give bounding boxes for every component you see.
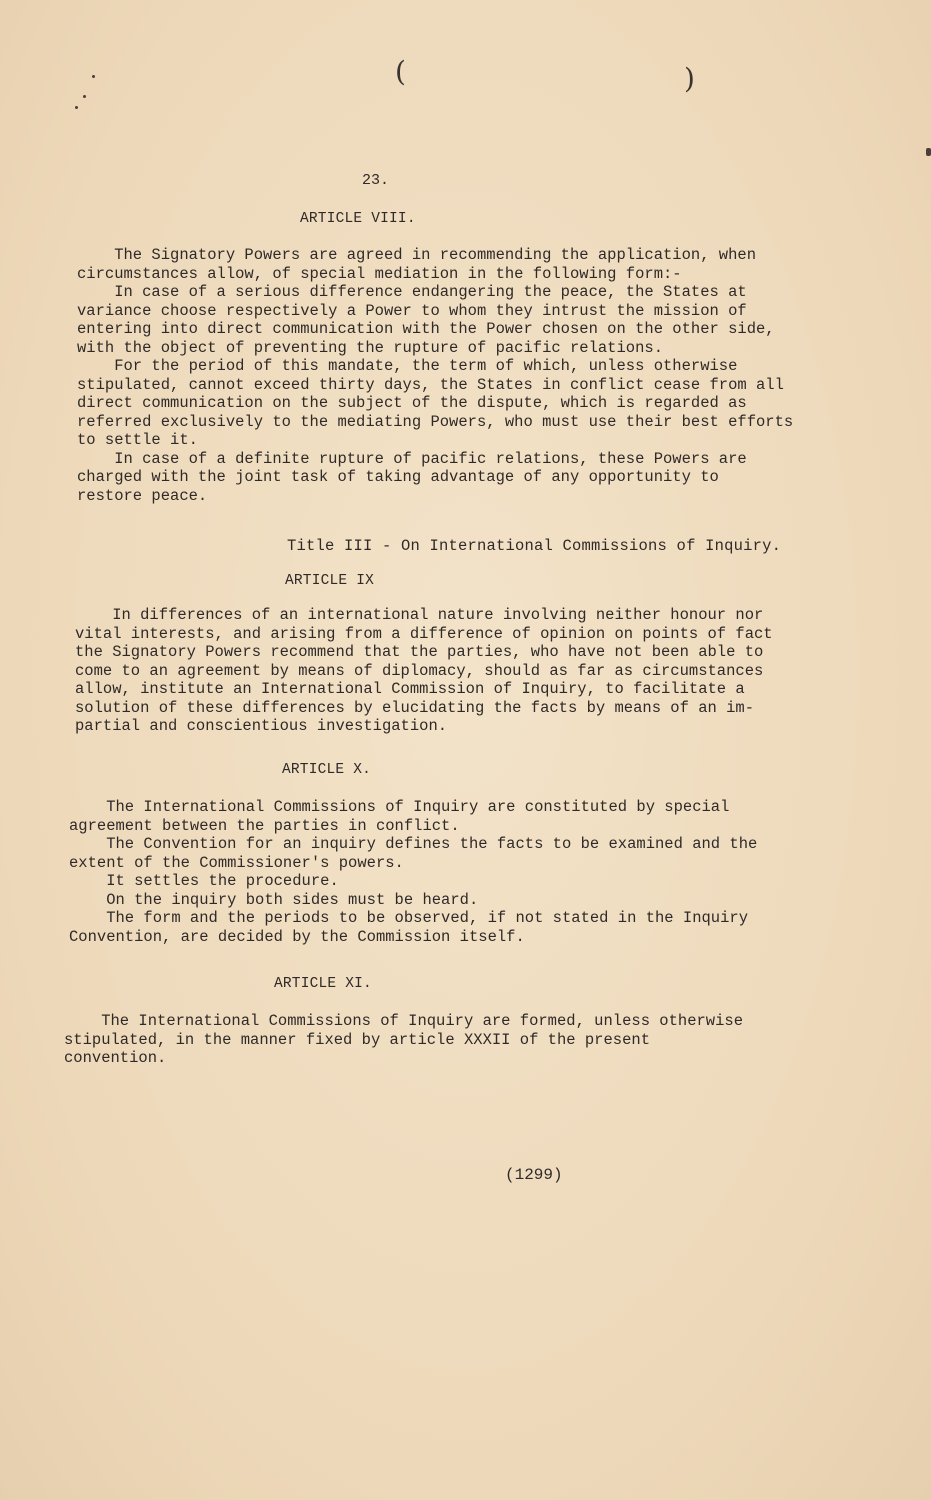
text-line: In differences of an international nature involving neither honour nor: [75, 606, 764, 624]
text-line: charged with the joint task of taking advantage of any opportunity to: [77, 468, 719, 486]
text-line: For the period of this mandate, the term of which, unless otherwise: [77, 357, 738, 375]
text-line: It settles the procedure.: [69, 872, 339, 890]
binding-mark-right: ): [684, 62, 695, 95]
article-ix-body: [75, 606, 773, 736]
speck: [92, 75, 95, 78]
text-line: to settle it.: [77, 431, 198, 449]
text-line: convention.: [64, 1049, 167, 1067]
article-xi-heading: ARTICLE XI.: [274, 976, 372, 992]
article-viii-heading: ARTICLE VIII.: [300, 211, 416, 227]
text-line: In case of a definite rupture of pacific relations, these Powers are: [77, 449, 747, 468]
binding-mark-left: (: [395, 55, 406, 88]
text-line: Convention, are decided by the Commission itself.: [69, 927, 525, 946]
article-x-body: [69, 798, 757, 946]
text-line: allow, institute an International Commission of Inquiry, to facilitate a: [75, 680, 745, 698]
text-line: the Signatory Powers recommend that the parties, who have not been able to: [75, 643, 764, 661]
text-line: restore peace.: [77, 486, 208, 505]
text-line: stipulated, cannot exceed thirty days, the States in conflict cease from all: [77, 375, 784, 394]
text-line: entering into direct communication with the Power chosen on the other side,: [77, 320, 775, 338]
text-line: referred exclusively to the mediating Powers, who must use their best efforts: [77, 412, 794, 431]
article-x-heading: ARTICLE X.: [282, 762, 372, 778]
text-line: On the inquiry both sides must be heard.: [69, 890, 479, 909]
page-footer: (1299): [505, 1166, 563, 1184]
article-ix-heading: ARTICLE IX: [285, 573, 375, 589]
text-line: come to an agreement by means of diplomacy, should as far as circumstances: [75, 661, 764, 680]
text-line: circumstances allow, of special mediation in the following form:-: [77, 264, 682, 283]
text-line: direct communication on the subject of the dispute, which is regarded as: [77, 394, 747, 412]
title-iii-heading: Title III - On International Commissions of Inquiry.: [287, 537, 782, 555]
text-line: The form and the periods to be observed, if not stated in the Inquiry: [69, 909, 749, 927]
text-line: stipulated, in the manner fixed by article XXXII of the present: [64, 1030, 650, 1049]
text-line: The Signatory Powers are agreed in recommending the application, when: [77, 246, 757, 264]
speck: [83, 95, 86, 98]
text-line: In case of a serious difference endangering the peace, the States at: [77, 283, 747, 301]
text-line: The Convention for an inquiry defines the facts to be examined and the: [69, 835, 758, 853]
article-xi-body: [64, 1012, 743, 1068]
text-line: solution of these differences by elucidating the facts by means of an im-: [75, 698, 755, 717]
speck: [75, 106, 78, 109]
text-line: agreement between the parties in conflict.: [69, 816, 460, 835]
text-line: partial and conscientious investigation.: [75, 717, 448, 735]
text-line: variance choose respectively a Power to whom they intrust the mission of: [77, 301, 747, 320]
edge-mark: [926, 148, 931, 156]
page-number: 23.: [362, 172, 390, 189]
text-line: extent of the Commissioner's powers.: [69, 853, 404, 872]
text-line: The International Commissions of Inquiry are formed, unless otherwise: [64, 1012, 744, 1030]
text-line: The International Commissions of Inquiry are constituted by special: [69, 798, 730, 816]
article-viii-body: [77, 246, 793, 505]
text-line: vital interests, and arising from a difference of opinion on points of fact: [75, 624, 773, 643]
text-line: with the object of preventing the rupture of pacific relations.: [77, 338, 663, 357]
